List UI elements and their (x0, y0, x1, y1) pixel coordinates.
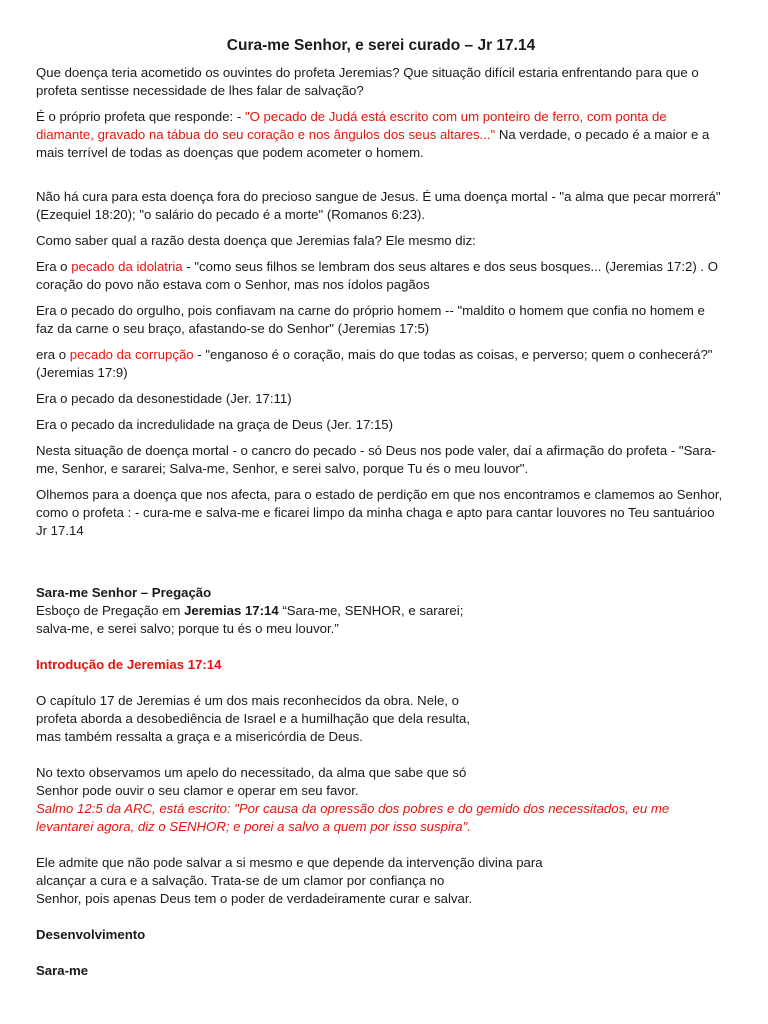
sermon-outline-line: salva-me, e serei salvo; porque tu és o meu louvor.” (36, 621, 339, 636)
intro-paragraph: O capítulo 17 de Jeremias é um dos mais reconhecidos da obra. Nele, o profeta aborda a desobediência de Israel e a humilhação que dela resulta, mas também ressalta a graça e a misericórdia de Deus. (36, 693, 471, 744)
spacer (36, 566, 726, 584)
intro-heading: Introdução de Jeremias 17:14 (36, 657, 222, 672)
text: Na verdade, o pecado é a maior e a mais terrível de todas as doenças que podem acometer o homem. (36, 127, 710, 160)
spacer (36, 170, 726, 188)
text: - "como seus filhos se lembram dos seus altares e dos seus bosques... (Jeremias 17:2) . O coração do povo não estava com o Senhor, mas nos ídolos pagãos (36, 259, 718, 292)
verse-reference: Jeremias 17:14 (184, 603, 279, 618)
section-heading: Sara-me Senhor – Pregação (36, 585, 212, 600)
paragraph-unbelief: Era o pecado da incredulidade na graça de Deus (Jer. 17:15) (36, 417, 394, 432)
text-line: Senhor pode ouvir o seu clamor e operar em seu favor. (36, 783, 359, 798)
text: Era o (36, 259, 72, 274)
text-line: Senhor, pois apenas Deus tem o poder de verdadeiramente curar e salvar. (36, 891, 473, 906)
text-line: alcançar a cura e a salvação. Trata-se de um clamor por confiança no (36, 873, 445, 888)
page-title: Cura-me Senhor, e serei curado – Jr 17.14 (226, 37, 536, 54)
paragraph-no-cure: Não há cura para esta doença fora do precioso sangue de Jesus. É uma doença mortal - "a alma que pecar morrerá" (Ezequiel 18:20); "o salário do pecado é a morte" (Romanos 6:23). (36, 189, 721, 222)
subheading: Sara-me (36, 963, 89, 978)
paragraph-prophet-answer (36, 108, 726, 162)
paragraph-dishonesty: Era o pecado da desonestidade (Jer. 17:11) (36, 391, 292, 406)
document-page (36, 36, 726, 980)
sermon-section-header (36, 584, 726, 638)
highlighted-term: pecado da idolatria (71, 259, 183, 274)
text: É o próprio profeta que responde: - (36, 109, 245, 124)
paragraph-corruption (36, 346, 726, 382)
text: - "enganoso é o coração, mais do que todas as coisas, e perverso; quem o conhecerá?" (Jeremias 17:9) (36, 347, 713, 380)
paragraph-mortal-situation: Nesta situação de doença mortal - o cancro do pecado - só Deus nos pode valer, daí a afirmação do profeta - "Sara-me, Senhor, e sararei; Salva-me, Senhor, e serei salvo, porque Tu és o meu louvor". (36, 443, 716, 476)
paragraph-pride: Era o pecado do orgulho, pois confiavam na carne do próprio homem -- "maldito o homem que confia no homem e faz da carne o seu braço, afastando-se do Senhor" (Jeremias 17:5) (36, 303, 705, 336)
psalm-quote: Salmo 12:5 da ARC, está escrito: "Por causa da opressão dos pobres e do gemido dos necessitados, eu me levantarei agora, diz o SENHOR; e porei a salvo a quem por isso suspira". (36, 801, 670, 834)
paragraph-idolatry (36, 258, 726, 294)
text: Esboço de Pregação em (36, 603, 185, 618)
paragraph-conclusion: Olhemos para a doença que nos afecta, para o estado de perdição em que nos encontramos e clamemos ao Senhor, como o profeta : - cura-me e salva-me e ficarei limpo da minha chaga e apto para cantar louvores no Teu santuárioo Jr 17.14 (36, 487, 723, 538)
highlighted-term: pecado da corrupção (69, 347, 194, 362)
intro-paragraph-admit (36, 854, 726, 908)
paragraph-intro-question: Que doença teria acometido os ouvintes do profeta Jeremias? Que situação difícil estaria enfrentando para que o profeta sentisse necessidade de lhes falar de salvação? (36, 65, 699, 98)
development-heading: Desenvolvimento (36, 927, 146, 942)
text-line: No texto observamos um apelo do necessitado, da alma que sabe que só (36, 765, 467, 780)
highlighted-quote: "O pecado de Judá está escrito com um ponteiro de ferro, com ponta de diamante, gravado na tábua do seu coração e nos ângulos dos seus altares..." (36, 109, 667, 142)
paragraph-question: Como saber qual a razão desta doença que Jeremias fala? Ele mesmo diz: (36, 233, 476, 248)
text-line: Ele admite que não pode salvar a si mesmo e que depende da intervenção divina para (36, 855, 543, 870)
text: era o (36, 347, 70, 362)
intro-paragraph-plea (36, 764, 726, 800)
text: “Sara-me, SENHOR, e sararei; (278, 603, 464, 618)
sermon-outline-line (36, 602, 726, 620)
spacer (36, 548, 726, 566)
